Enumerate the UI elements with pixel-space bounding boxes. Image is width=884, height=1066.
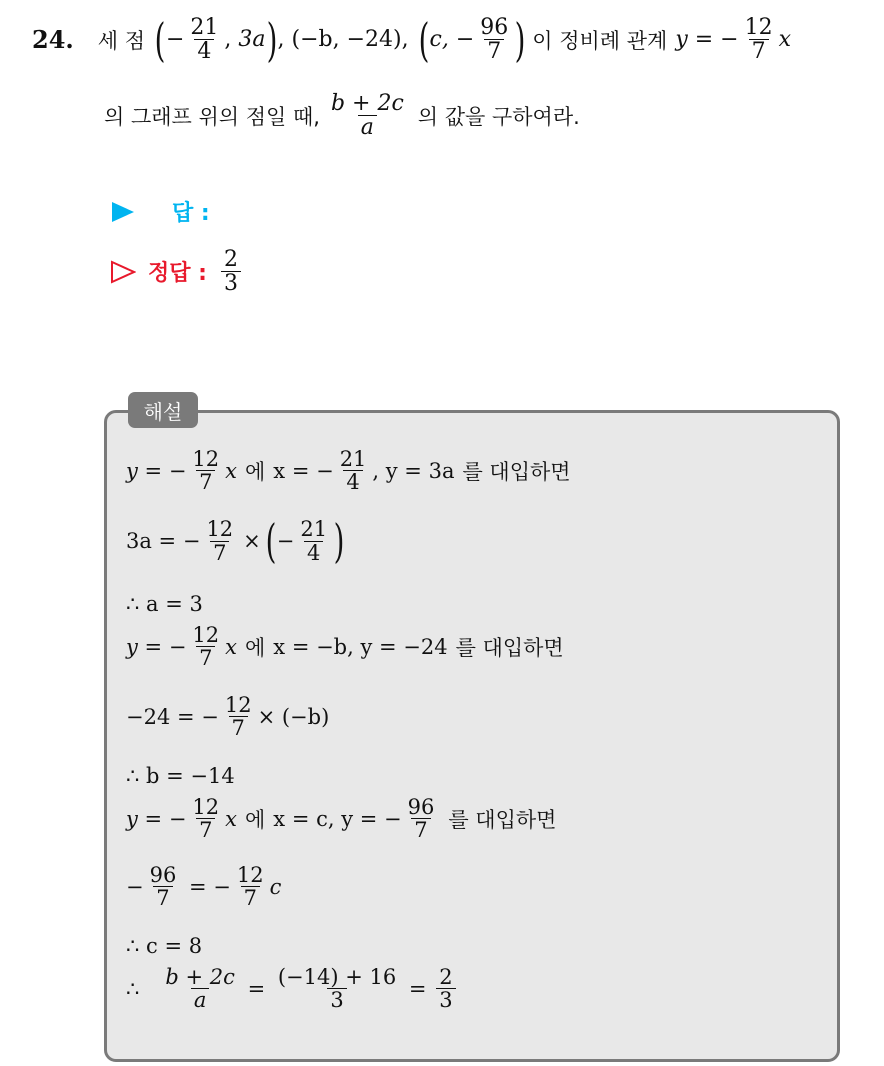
solution-line-5: −24 = − $\frac{12}{7}$ × (−b) (126, 693, 330, 741)
play-outline-icon (110, 260, 136, 284)
fraction: $\frac{b + 2c}{a}$ (330, 91, 404, 141)
fraction: $\frac{96}{7}$ (480, 15, 509, 65)
answer-label: 답 : (172, 201, 210, 226)
solution-line-4: y = − $\frac{12}{7}$ x 에 x = −b, y = −24 를 대입하면 (126, 623, 564, 671)
fraction: $\frac{21}{4}$ (190, 15, 219, 65)
correct-answer-label: 정답 : (148, 261, 207, 287)
solution-tag: 해설 (128, 392, 198, 428)
solution-line-9: ∴ c = 8 (126, 934, 203, 958)
question-number: 24. (32, 25, 74, 55)
correct-answer-row (110, 248, 244, 295)
play-filled-icon (110, 200, 136, 224)
answer-row (110, 196, 210, 227)
question-line-1: 24. 세 점 ( − $\frac{21}{4}$ , 3a ) , (−b, −24), ( c, − $\frac{96}{7}$ ) 이 정비례 관계 y = − $\frac{12}{7}$ x (32, 12, 792, 67)
solution-line-2: 3a = − $\frac{12}{7}$ × ( − $\frac{21}{4}$ ) (126, 514, 345, 568)
solution-line-6: ∴ b = −14 (126, 764, 235, 788)
solution-line-3: ∴ a = 3 (126, 592, 203, 616)
solution-line-10: ∴ $\frac{b + 2c}{a}$ = $\frac{(-14) + 16}{3}$ = $\frac{2}{3}$ (126, 966, 459, 1011)
correct-answer-value: $\frac{2}{3}$ (221, 248, 241, 295)
fraction: $\frac{12}{7}$ (744, 15, 773, 65)
question-line-2: 의 그래프 위의 점일 때, $\frac{b + 2c}{a}$ 의 값을 구하여라. (104, 91, 580, 141)
solution-line-7: y = − $\frac{12}{7}$ x 에 x = c, y = − $\frac{96}{7}$ 를 대입하면 (126, 795, 557, 843)
solution-line-1: y = − $\frac{12}{7}$ x 에 x = − $\frac{21}{4}$ , y = 3a 를 대입하면 (126, 447, 571, 495)
solution-line-8: − $\frac{96}{7}$ = − $\frac{12}{7}$ c (126, 863, 282, 911)
